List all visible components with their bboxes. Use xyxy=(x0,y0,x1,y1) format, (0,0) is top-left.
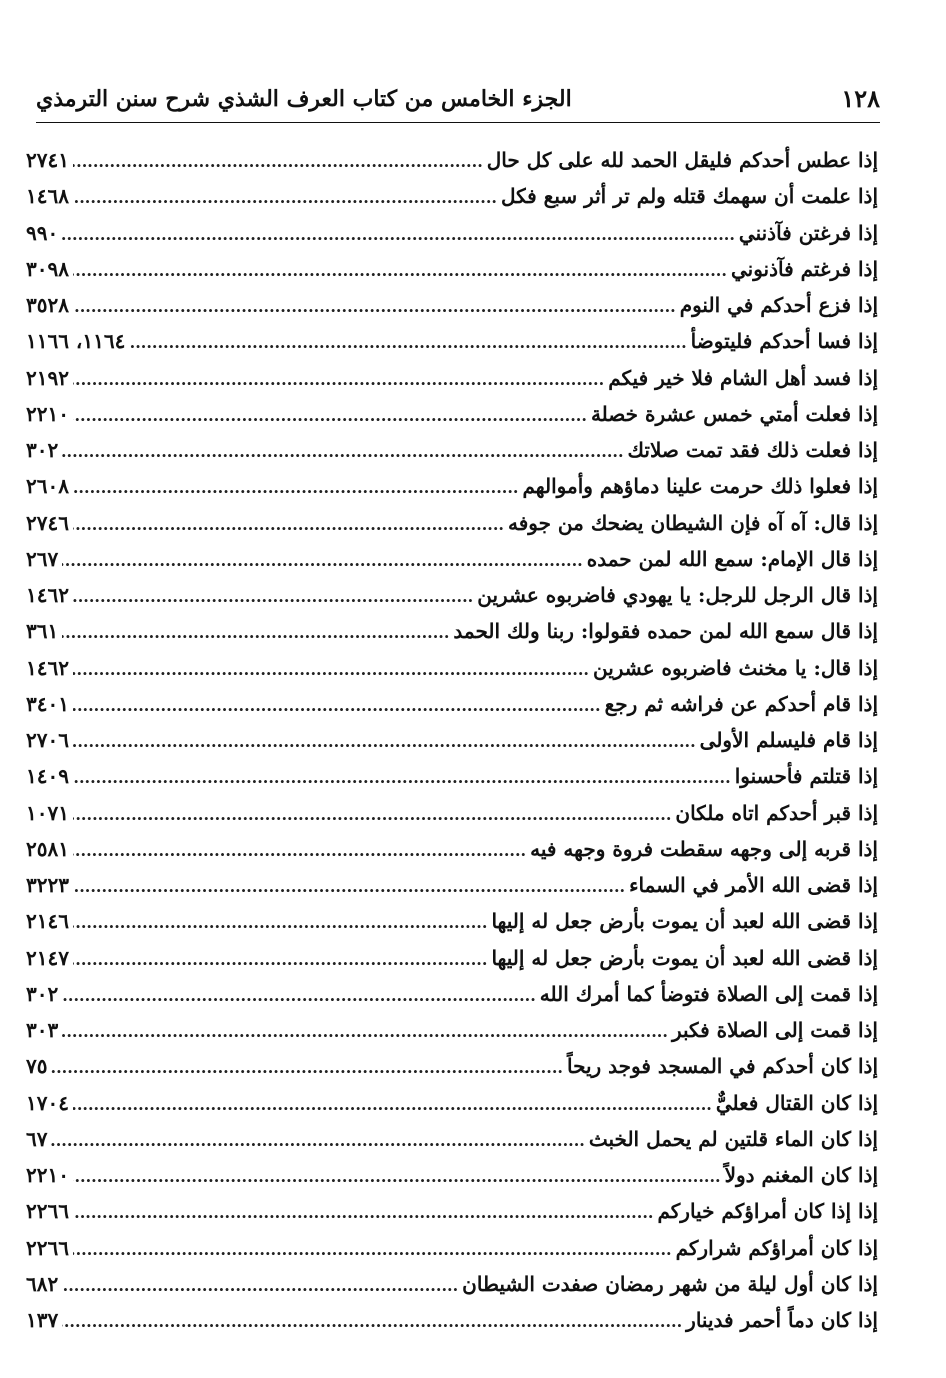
hadith-text: إذا قال الإمام: سمع الله لمن حمده xyxy=(586,546,878,571)
hadith-number: ٢١٩٢ xyxy=(26,365,69,390)
index-entry xyxy=(26,1302,878,1338)
hadith-number: ٣٦١ xyxy=(26,619,59,644)
hadith-number: ٢٧٤١ xyxy=(26,148,69,172)
dot-leader xyxy=(73,470,519,506)
dot-leader xyxy=(73,797,671,833)
hadith-text: إذا قال: آه آه فإن الشيطان يضحك من جوفه xyxy=(507,510,878,535)
dot-leader xyxy=(62,217,735,253)
dot-leader xyxy=(62,543,583,579)
hadith-text: إذا قمت إلى الصلاة فتوضأ كما أمرك الله xyxy=(539,981,878,1006)
index-entry xyxy=(26,1085,878,1121)
dot-leader xyxy=(62,1014,668,1050)
dot-leader xyxy=(73,180,497,216)
hadith-number: ٢١٤٧ xyxy=(26,945,69,970)
dot-leader xyxy=(73,942,487,978)
hadith-number: ١٤٦٨ xyxy=(26,184,69,209)
index-entry xyxy=(26,1012,878,1048)
index-entry xyxy=(26,613,878,649)
index-entry xyxy=(26,831,878,867)
dot-leader xyxy=(73,253,727,289)
index-entry xyxy=(26,251,878,287)
index-entry xyxy=(26,758,878,794)
dot-leader xyxy=(51,1123,584,1159)
hadith-text: إذا قتلتم فأحسنوا xyxy=(734,764,878,789)
hadith-number: ٢٦٠٨ xyxy=(26,474,69,499)
hadith-text: إذا قضى الله لعبد أن يموت بأرض جعل له إليها xyxy=(491,945,878,970)
hadith-number: ١٤٦٢ xyxy=(26,655,69,680)
index-entry xyxy=(26,323,878,359)
hadith-number: ٢٢٦٦ xyxy=(26,1235,69,1260)
index-entry xyxy=(26,867,878,903)
hadith-number: ٢٧٠٦ xyxy=(26,728,69,752)
dot-leader xyxy=(73,579,473,615)
index-entry xyxy=(26,1121,878,1157)
dot-leader xyxy=(73,289,676,325)
hadith-text: إذا كان القتال فعليٌّ xyxy=(715,1090,878,1115)
hadith-text: إذا فعلت ذلك فقد تمت صلاتك xyxy=(627,438,878,462)
index-entry xyxy=(26,396,878,432)
hadith-text: إذا قمت إلى الصلاة فكبر xyxy=(671,1018,878,1042)
index-entry xyxy=(26,360,878,396)
hadith-number: ٢٢١٠ xyxy=(26,401,69,426)
index-entry xyxy=(26,287,878,323)
dot-leader xyxy=(62,978,536,1014)
dot-leader xyxy=(73,1159,721,1195)
dot-leader xyxy=(73,688,601,724)
hadith-number: ٧٥ xyxy=(26,1054,48,1079)
hadith-text: إذا قال سمع الله لمن حمده فقولوا: ربنا ولك الحمد xyxy=(453,619,878,644)
hadith-text: إذا قال الرجل للرجل: يا يهودي فاضربوه عشرين xyxy=(477,583,878,607)
index-entry xyxy=(26,468,878,504)
hadith-text: إذا كان أول ليلة من شهر رمضان صفدت الشيطان xyxy=(462,1271,878,1296)
hadith-number: ٣٠٣ xyxy=(26,1018,59,1042)
index-entry xyxy=(26,142,878,178)
dot-leader xyxy=(73,362,604,398)
hadith-text: إذا كان أمراؤكم شراركم xyxy=(675,1235,878,1260)
dot-leader xyxy=(73,398,587,434)
hadith-number: ١١٦٤، ١١٦٦ xyxy=(26,329,126,354)
hadith-text: إذا قام أحدكم عن فراشه ثم رجع xyxy=(604,691,878,716)
dot-leader xyxy=(62,615,449,651)
dot-leader xyxy=(51,1050,562,1086)
dot-leader xyxy=(62,1304,682,1340)
hadith-text: إذا فعلت أمتي خمس عشرة خصلة xyxy=(590,401,878,426)
hadith-text: إذا كان الماء قلتين لم يحمل الخبث xyxy=(588,1126,878,1151)
index-entry xyxy=(26,1157,878,1193)
index-entry xyxy=(26,432,878,468)
hadith-text: إذا إذا كان أمراؤكم خياركم xyxy=(657,1199,878,1224)
index-entry xyxy=(26,1193,878,1229)
page-number: ١٢٨ xyxy=(841,84,880,113)
hadith-number: ١٤٠٩ xyxy=(26,764,69,789)
hadith-number: ٢٢٦٦ xyxy=(26,1199,69,1224)
dot-leader xyxy=(73,724,696,760)
index-entry xyxy=(26,976,878,1012)
hadith-number: ٣٠٩٨ xyxy=(26,256,69,281)
dot-leader xyxy=(73,1087,712,1123)
page-header xyxy=(36,78,880,123)
hadith-text: إذا كان أحدكم في المسجد فوجد ريحاً xyxy=(566,1054,878,1079)
hadith-number: ١٧٠٤ xyxy=(26,1090,69,1115)
dot-leader xyxy=(73,652,589,688)
dot-leader xyxy=(73,144,483,180)
hadith-text: إذا قام فليسلم الأولى xyxy=(699,728,878,752)
hadith-text: إذا عطس أحدكم فليقل الحمد لله على كل حال xyxy=(486,148,878,172)
index-entry xyxy=(26,903,878,939)
index-entry-list xyxy=(26,142,878,1338)
hadith-text: إذا فزع أحدكم في النوم xyxy=(679,293,878,317)
index-entry xyxy=(26,577,878,613)
index-entry xyxy=(26,1266,878,1302)
index-entry xyxy=(26,215,878,251)
hadith-number: ٣٥٢٨ xyxy=(26,293,69,317)
index-entry xyxy=(26,650,878,686)
hadith-text: إذا فسد أهل الشام فلا خير فيكم xyxy=(608,365,878,390)
index-entry xyxy=(26,178,878,214)
dot-leader xyxy=(129,325,686,361)
hadith-number: ٦٧ xyxy=(26,1126,48,1151)
hadith-number: ٣٠٢ xyxy=(26,981,59,1006)
hadith-number: ٢٥٨١ xyxy=(26,836,69,861)
running-title: الجزء الخامس من كتاب العرف الشذي شرح سنن الترمذي xyxy=(36,86,572,112)
hadith-text: إذا قضى الله لعبد أن يموت بأرض جعل له إليها xyxy=(491,909,878,934)
hadith-number: ٣٢٢٣ xyxy=(26,873,69,897)
dot-leader xyxy=(62,1268,458,1304)
hadith-text: إذا فرغتم فآذنوني xyxy=(730,256,878,281)
hadith-text: إذا قبر أحدكم اتاه ملكان xyxy=(675,800,878,825)
index-entry xyxy=(26,686,878,722)
hadith-number: ٣٠٢ xyxy=(26,438,59,462)
dot-leader xyxy=(62,434,623,470)
index-entry xyxy=(26,795,878,831)
hadith-text: إذا قال: يا مخنث فاضربوه عشرين xyxy=(592,655,878,680)
index-entry xyxy=(26,505,878,541)
index-entry xyxy=(26,940,878,976)
index-entry xyxy=(26,1048,878,1084)
hadith-number: ٣٤٠١ xyxy=(26,691,69,716)
hadith-number: ١٤٦٢ xyxy=(26,583,69,607)
hadith-text: إذا كان المغنم دولاً xyxy=(724,1163,878,1187)
hadith-number: ١٣٧ xyxy=(26,1308,59,1332)
dot-leader xyxy=(73,869,625,905)
hadith-number: ٩٩٠ xyxy=(26,220,59,245)
hadith-number: ٢١٤٦ xyxy=(26,909,69,934)
index-entry xyxy=(26,1230,878,1266)
hadith-text: إذا فعلوا ذلك حرمت علينا دماؤهم وأموالهم xyxy=(522,474,878,499)
hadith-number: ٢٦٧ xyxy=(26,546,59,571)
dot-leader xyxy=(73,507,504,543)
dot-leader xyxy=(73,905,487,941)
hadith-number: ٢٧٤٦ xyxy=(26,510,69,535)
hadith-text: إذا قربه إلى وجهه سقطت فروة وجهه فيه xyxy=(530,836,878,861)
hadith-text: إذا قضى الله الأمر في السماء xyxy=(629,873,878,897)
dot-leader xyxy=(73,1232,672,1268)
hadith-number: ٦٨٢ xyxy=(26,1271,59,1296)
hadith-number: ٢٢١٠ xyxy=(26,1163,69,1187)
hadith-text: إذا فسا أحدكم فليتوضأ xyxy=(690,329,878,354)
index-entry xyxy=(26,722,878,758)
hadith-text: إذا فرغتن فآذنني xyxy=(738,220,878,245)
dot-leader xyxy=(73,1195,654,1231)
hadith-text: إذا علمت أن سهمك قتله ولم تر أثر سبع فكل xyxy=(500,184,878,209)
index-entry xyxy=(26,541,878,577)
hadith-number: ١٠٧١ xyxy=(26,800,69,825)
dot-leader xyxy=(73,833,526,869)
dot-leader xyxy=(73,760,731,796)
hadith-text: إذا كان دماً أحمر فدينار xyxy=(686,1308,878,1332)
